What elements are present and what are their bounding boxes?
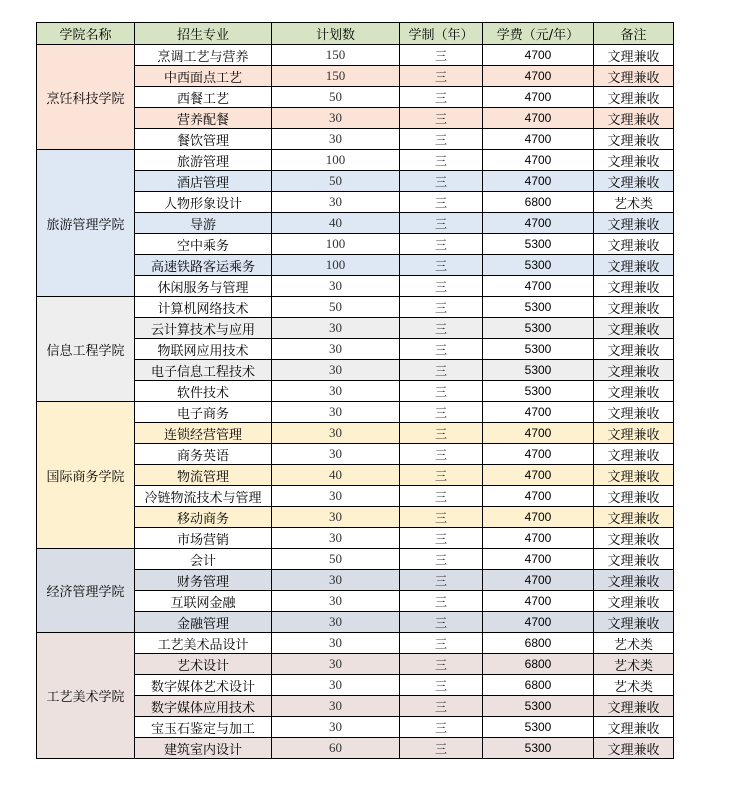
remark-cell: 文理兼收: [594, 612, 674, 633]
duration-cell: 三: [400, 465, 483, 486]
remark-cell: 文理兼收: [594, 444, 674, 465]
major-cell: 高速铁路客运乘务: [135, 255, 272, 276]
tuition-cell: 4700: [483, 612, 594, 633]
table-row: [37, 633, 674, 654]
major-cell: 会计: [135, 549, 272, 570]
plan-count-cell: 50: [272, 87, 400, 108]
remark-cell: 文理兼收: [594, 549, 674, 570]
plan-count-cell: 30: [272, 675, 400, 696]
header-major: 招生专业: [135, 23, 272, 45]
tuition-cell: 6800: [483, 192, 594, 213]
plan-count-cell: 30: [272, 192, 400, 213]
table-row: [37, 549, 674, 570]
duration-cell: 三: [400, 234, 483, 255]
tuition-cell: 5300: [483, 318, 594, 339]
duration-cell: 三: [400, 87, 483, 108]
remark-cell: 文理兼收: [594, 129, 674, 150]
major-cell: 人物形象设计: [135, 192, 272, 213]
plan-count-cell: 150: [272, 66, 400, 87]
major-cell: 电子信息工程技术: [135, 360, 272, 381]
plan-count-cell: 30: [272, 486, 400, 507]
tuition-cell: 5300: [483, 339, 594, 360]
tuition-cell: 5300: [483, 696, 594, 717]
duration-cell: 三: [400, 675, 483, 696]
remark-cell: 文理兼收: [594, 402, 674, 423]
duration-cell: 三: [400, 276, 483, 297]
major-cell: 建筑室内设计: [135, 738, 272, 759]
table-row: [37, 150, 674, 171]
plan-count-cell: 30: [272, 612, 400, 633]
major-cell: 连锁经营管理: [135, 423, 272, 444]
college-name-cell: 烹饪科技学院: [37, 45, 135, 150]
remark-cell: 艺术类: [594, 675, 674, 696]
major-cell: 金融管理: [135, 612, 272, 633]
tuition-cell: 4700: [483, 150, 594, 171]
table-row: [37, 45, 674, 66]
duration-cell: 三: [400, 255, 483, 276]
tuition-cell: 4700: [483, 276, 594, 297]
remark-cell: 文理兼收: [594, 486, 674, 507]
remark-cell: 文理兼收: [594, 276, 674, 297]
major-cell: 导游: [135, 213, 272, 234]
remark-cell: 文理兼收: [594, 108, 674, 129]
tuition-cell: 4700: [483, 213, 594, 234]
tuition-cell: 4700: [483, 171, 594, 192]
plan-count-cell: 50: [272, 549, 400, 570]
duration-cell: 三: [400, 696, 483, 717]
remark-cell: 文理兼收: [594, 318, 674, 339]
tuition-cell: 4700: [483, 528, 594, 549]
remark-cell: 文理兼收: [594, 213, 674, 234]
header-note: 备注: [594, 23, 674, 45]
plan-count-cell: 40: [272, 465, 400, 486]
remark-cell: 文理兼收: [594, 696, 674, 717]
major-cell: 计算机网络技术: [135, 297, 272, 318]
tuition-cell: 4700: [483, 402, 594, 423]
plan-count-cell: 30: [272, 507, 400, 528]
tuition-cell: 6800: [483, 633, 594, 654]
duration-cell: 三: [400, 717, 483, 738]
tuition-cell: 6800: [483, 675, 594, 696]
duration-cell: 三: [400, 318, 483, 339]
major-cell: 工艺美术品设计: [135, 633, 272, 654]
remark-cell: 文理兼收: [594, 339, 674, 360]
tuition-cell: 5300: [483, 717, 594, 738]
duration-cell: 三: [400, 297, 483, 318]
college-name-cell: 经济管理学院: [37, 549, 135, 633]
plan-count-cell: 30: [272, 381, 400, 402]
plan-count-cell: 30: [272, 654, 400, 675]
remark-cell: 文理兼收: [594, 66, 674, 87]
remark-cell: 文理兼收: [594, 381, 674, 402]
plan-count-cell: 100: [272, 234, 400, 255]
major-cell: 云计算技术与应用: [135, 318, 272, 339]
remark-cell: 文理兼收: [594, 570, 674, 591]
plan-count-cell: 100: [272, 255, 400, 276]
tuition-cell: 4700: [483, 570, 594, 591]
duration-cell: 三: [400, 654, 483, 675]
tuition-cell: 5300: [483, 255, 594, 276]
duration-cell: 三: [400, 45, 483, 66]
duration-cell: 三: [400, 507, 483, 528]
remark-cell: 文理兼收: [594, 717, 674, 738]
duration-cell: 三: [400, 339, 483, 360]
duration-cell: 三: [400, 528, 483, 549]
remark-cell: 文理兼收: [594, 45, 674, 66]
duration-cell: 三: [400, 66, 483, 87]
plan-count-cell: 30: [272, 360, 400, 381]
remark-cell: 文理兼收: [594, 465, 674, 486]
plan-count-cell: 50: [272, 297, 400, 318]
duration-cell: 三: [400, 591, 483, 612]
remark-cell: 文理兼收: [594, 360, 674, 381]
tuition-cell: 5300: [483, 738, 594, 759]
major-cell: 物流管理: [135, 465, 272, 486]
tuition-cell: 4700: [483, 591, 594, 612]
tuition-cell: 4700: [483, 129, 594, 150]
plan-count-cell: 30: [272, 717, 400, 738]
plan-count-cell: 60: [272, 738, 400, 759]
plan-count-cell: 30: [272, 129, 400, 150]
tuition-cell: 4700: [483, 486, 594, 507]
duration-cell: 三: [400, 549, 483, 570]
tuition-cell: 5300: [483, 297, 594, 318]
table-body: [37, 45, 674, 759]
major-cell: 数字媒体艺术设计: [135, 675, 272, 696]
major-cell: 旅游管理: [135, 150, 272, 171]
college-name-cell: 旅游管理学院: [37, 150, 135, 297]
major-cell: 财务管理: [135, 570, 272, 591]
remark-cell: 文理兼收: [594, 255, 674, 276]
major-cell: 酒店管理: [135, 171, 272, 192]
major-cell: 艺术设计: [135, 654, 272, 675]
tuition-cell: 4700: [483, 444, 594, 465]
duration-cell: 三: [400, 129, 483, 150]
major-cell: 宝玉石鉴定与加工: [135, 717, 272, 738]
plan-count-cell: 30: [272, 339, 400, 360]
remark-cell: 艺术类: [594, 654, 674, 675]
major-cell: 移动商务: [135, 507, 272, 528]
plan-count-cell: 30: [272, 591, 400, 612]
remark-cell: 文理兼收: [594, 171, 674, 192]
tuition-cell: 4700: [483, 66, 594, 87]
tuition-cell: 5300: [483, 234, 594, 255]
tuition-cell: 5300: [483, 381, 594, 402]
tuition-cell: 4700: [483, 108, 594, 129]
duration-cell: 三: [400, 381, 483, 402]
duration-cell: 三: [400, 738, 483, 759]
plan-count-cell: 30: [272, 696, 400, 717]
plan-count-cell: 30: [272, 528, 400, 549]
major-cell: 烹调工艺与营养: [135, 45, 272, 66]
duration-cell: 三: [400, 633, 483, 654]
table-row: [37, 297, 674, 318]
duration-cell: 三: [400, 444, 483, 465]
duration-cell: 三: [400, 402, 483, 423]
plan-count-cell: 100: [272, 150, 400, 171]
duration-cell: 三: [400, 192, 483, 213]
duration-cell: 三: [400, 360, 483, 381]
major-cell: 餐饮管理: [135, 129, 272, 150]
remark-cell: 艺术类: [594, 192, 674, 213]
tuition-cell: 4700: [483, 465, 594, 486]
remark-cell: 文理兼收: [594, 423, 674, 444]
major-cell: 空中乘务: [135, 234, 272, 255]
major-cell: 电子商务: [135, 402, 272, 423]
plan-count-cell: 30: [272, 318, 400, 339]
tuition-cell: 5300: [483, 360, 594, 381]
plan-count-cell: 40: [272, 213, 400, 234]
major-cell: 软件技术: [135, 381, 272, 402]
remark-cell: 文理兼收: [594, 297, 674, 318]
major-cell: 物联网应用技术: [135, 339, 272, 360]
remark-cell: 艺术类: [594, 633, 674, 654]
remark-cell: 文理兼收: [594, 87, 674, 108]
remark-cell: 文理兼收: [594, 528, 674, 549]
remark-cell: 文理兼收: [594, 591, 674, 612]
duration-cell: 三: [400, 486, 483, 507]
plan-count-cell: 30: [272, 570, 400, 591]
duration-cell: 三: [400, 423, 483, 444]
major-cell: 商务英语: [135, 444, 272, 465]
header-college: 学院名称: [37, 23, 135, 45]
header-row: [37, 23, 674, 45]
plan-count-cell: 30: [272, 276, 400, 297]
major-cell: 营养配餐: [135, 108, 272, 129]
tuition-cell: 4700: [483, 507, 594, 528]
college-name-cell: 信息工程学院: [37, 297, 135, 402]
remark-cell: 文理兼收: [594, 234, 674, 255]
duration-cell: 三: [400, 150, 483, 171]
major-cell: 冷链物流技术与管理: [135, 486, 272, 507]
tuition-cell: 4700: [483, 45, 594, 66]
major-cell: 数字媒体应用技术: [135, 696, 272, 717]
tuition-cell: 6800: [483, 654, 594, 675]
table-row: [37, 402, 674, 423]
tuition-cell: 4700: [483, 549, 594, 570]
enrollment-plan-table: [36, 22, 674, 759]
duration-cell: 三: [400, 108, 483, 129]
duration-cell: 三: [400, 612, 483, 633]
header-fee: 学费（元/年）: [483, 23, 594, 45]
plan-count-cell: 30: [272, 633, 400, 654]
college-name-cell: 国际商务学院: [37, 402, 135, 549]
plan-count-cell: 150: [272, 45, 400, 66]
plan-count-cell: 50: [272, 171, 400, 192]
major-cell: 中西面点工艺: [135, 66, 272, 87]
plan-count-cell: 30: [272, 108, 400, 129]
major-cell: 市场营销: [135, 528, 272, 549]
duration-cell: 三: [400, 213, 483, 234]
plan-count-cell: 30: [272, 402, 400, 423]
header-plan: 计划数: [272, 23, 400, 45]
plan-count-cell: 30: [272, 444, 400, 465]
remark-cell: 文理兼收: [594, 150, 674, 171]
tuition-cell: 4700: [483, 87, 594, 108]
remark-cell: 文理兼收: [594, 507, 674, 528]
header-years: 学制（年）: [400, 23, 483, 45]
tuition-cell: 4700: [483, 423, 594, 444]
major-cell: 西餐工艺: [135, 87, 272, 108]
major-cell: 休闲服务与管理: [135, 276, 272, 297]
remark-cell: 文理兼收: [594, 738, 674, 759]
duration-cell: 三: [400, 171, 483, 192]
college-name-cell: 工艺美术学院: [37, 633, 135, 759]
major-cell: 互联网金融: [135, 591, 272, 612]
duration-cell: 三: [400, 570, 483, 591]
plan-count-cell: 30: [272, 423, 400, 444]
